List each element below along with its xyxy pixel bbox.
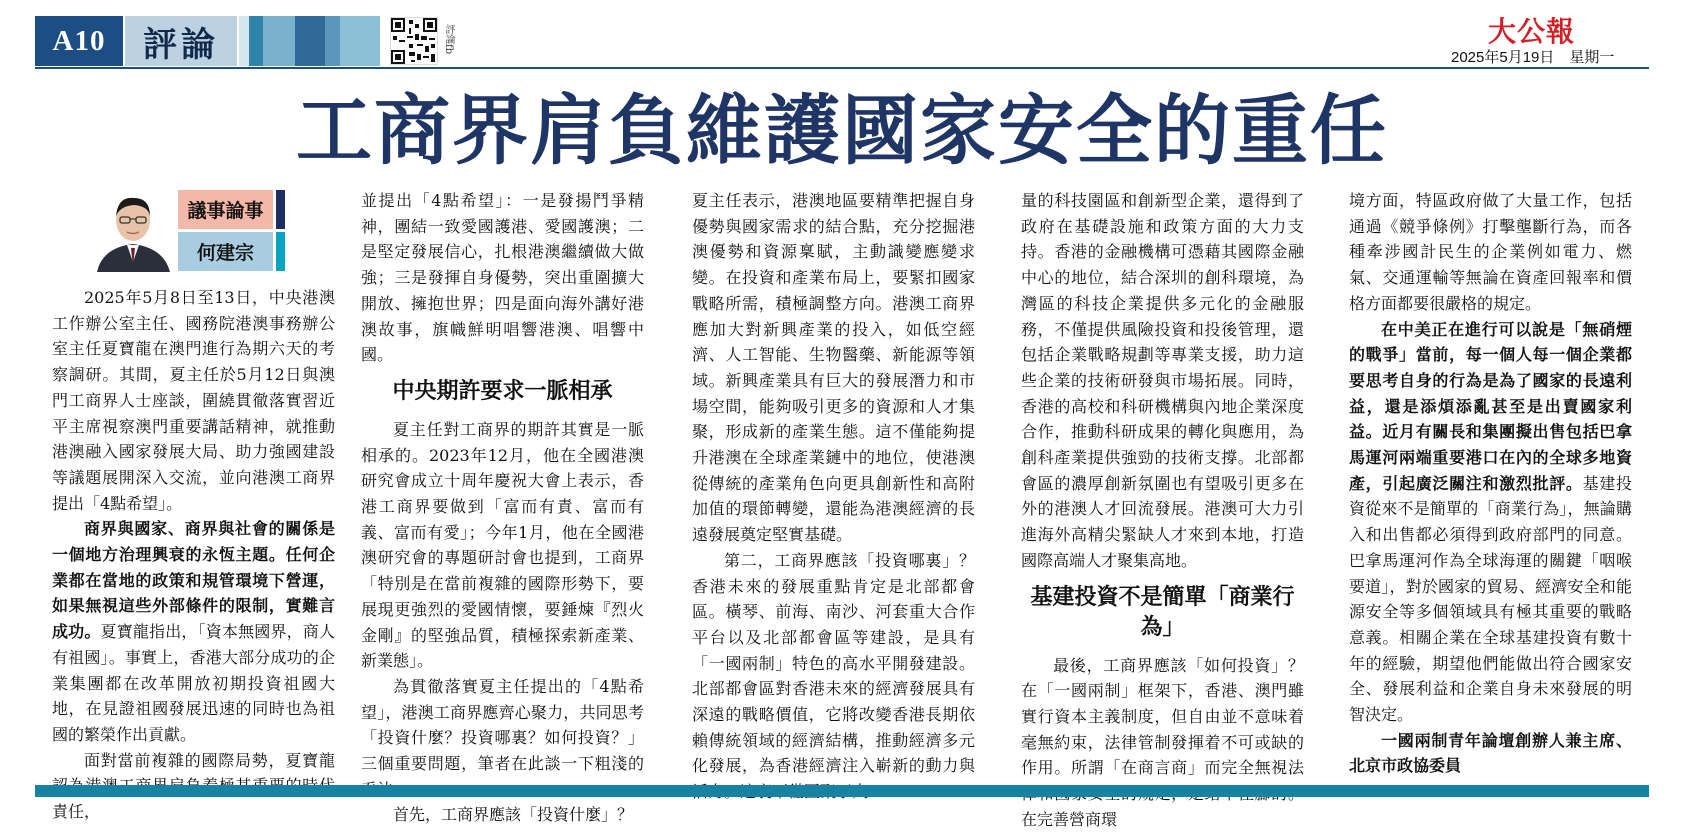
body-text: 夏寶龍指出，「資本無國界，商人有祖國」。事實上，香港大部分成功的企業集團都在改革開放初期投資祖國大地，在見證祖國發展迅速的同時也為祖國的繁榮作出貢獻。	[52, 622, 335, 744]
author-portrait	[92, 190, 175, 272]
article-column-5	[1349, 188, 1632, 779]
subheading: 中央期許要求一脈相承	[392, 377, 613, 404]
paragraph: 並提出「4點希望」：一是發揚鬥爭精神，團結一致愛國護港、愛國護澳；二是堅定發展信心，扎根港澳繼續做大做強；三是發揮自身優勢，突出重圍擴大開放、擁抱世界；四是面向海外講好港澳故事，旗幟鮮明唱響港澳、唱響中國。	[361, 191, 644, 365]
author-name: 何建宗	[178, 232, 273, 271]
header-stripe-2	[249, 16, 263, 66]
header-rule	[35, 67, 1649, 69]
subheading: 基建投資不是簡單「商業行為」	[1030, 583, 1295, 640]
body-text: 基建投資從來不是簡單的「商業行為」，無論購入和出售都必須得到政府部門的同意。巴拿馬運河作為全球海運的關鍵「咽喉要道」，對於國家的貿易、經濟安全和能源安全等多個領域具有極其重要的戰略意義。相關企業在全球基建投資有數十年的經驗，期望他們能做出符合國家安全、發展利益和企業自身未來發展的明智決定。	[1349, 473, 1632, 725]
paragraph: 量的科技園區和創新型企業，還得到了政府在基礎設施和政策方面的大力支持。香港的金融機構可憑藉其國際金融中心的地位，結合深圳的創科環境，為灣區的科技企業提供多元化的金融服務，不僅提供風險投資和投後管理，還包括企業戰略規劃等專業支援，助力這些企業的技術研發與市場拓展。同時，香港的高校和科研機構與內地企業深度合作，推動科研成果的轉化與應用，為創科產業提供強勁的技術支撐。北部都會區的濃厚創新氛圍也有望吸引更多在外的港澳人才回流發展。港澳可大力引進海外高精尖緊缺人才來到本地，打造國際高端人才聚集高地。	[1021, 191, 1304, 570]
paragraph: 第二，工商界應該「投資哪裏」？香港未來的發展重點肯定是北部都會區。橫琴、前海、南沙、河套重大合作平台以及北部都會區等建設，是具有「一國兩制」特色的高水平開發建設。北部都會區對香港未來的經濟發展具有深遠的戰略價值，它將改變香港長期依賴傳統領域的經濟結構，推動經濟多元化發展，為香港經濟注入嶄新的動力與	[692, 550, 975, 776]
qr-code-icon[interactable]	[390, 17, 438, 65]
paragraph: 2025年5月8日至13日，中央港澳工作辦公室主任、國務院港澳事務辦公室主任夏寶龍在澳門進行為期六天的考察調研。其間，夏主任於5月12日與澳門工商界人士座談，圍繞貫徹落實習近平主席視察澳門重要講話精神，就推動港澳融入國家發展大局、助力強國建設等議題展開深入交流，並向港澳工商界提出「4點希望」。	[52, 288, 335, 513]
paragraph: 面對當前複雜的國際局勢，夏寶龍 責任，	[52, 750, 335, 822]
article-column-3	[692, 188, 975, 805]
article-column-4	[1021, 188, 1304, 832]
bold-text: 商界與國家、商界與社會的關係是一個地方治理興衰的永恆主題。任何企業都在當地的政策和規管環境下營運，如果無視這些外部條件的限制，實難言成功。	[52, 519, 335, 642]
author-box	[92, 190, 282, 272]
page-number: A10	[35, 16, 123, 66]
header-stripe-4	[295, 16, 325, 66]
paragraph: 最後，工商界應該「如何投資」？在「一國兩制」框架下，香港、澳門雖實行資本主義制度，但自由並不意味着毫無約束，法律管制發揮着不可或缺的作用。所謂「在商言商」而完全無視法 在完善營商環	[1021, 655, 1304, 829]
paragraph: 為貫徹落實夏主任提出的「4點希望」，港澳工商界應齊心聚力，共同思考「投資什麼？投資哪裏？如何投資？」三個重要問題，筆者在此談一下粗淺的	[361, 676, 644, 774]
article-column-1	[52, 285, 335, 825]
header-stripe-5	[325, 16, 340, 66]
headline: 工商界肩負維護國家安全的重任	[296, 86, 1388, 175]
paragraph: 夏主任表示，港澳地區要精準把握自身優勢與國家需求的結合點，充分挖掘港澳優勢和資源稟賦，主動識變應變求變。在投資和產業布局上，要緊扣國家戰略所需，積極調整方向。港澳工商界應加大對新興產業的投入，如低空經濟、人工智能、生物醫藥、新能源等領域。新興產業具有巨大的發展潛力和市場空間，能夠吸引更多的資源和人才集聚，形成新的產業生態。這不僅能夠提升港澳在全球產業鏈中的地位，使港澳從傳統的產業角色向更具創新性和高附加值的環節轉變，還能為港澳經濟的長遠發展奠定堅實基礎。	[692, 191, 975, 545]
footer-band	[35, 785, 1649, 797]
paragraph: 境方面，特區政府做了大量工作，包括通過《競爭條例》打擊壟斷行為，而各種牽涉國計民生的企業例如電力、燃氣、交通運輸等無論在資產回報率和價格方面都要很嚴格的規定。	[1349, 191, 1632, 313]
qr-label: 評論fb	[443, 24, 454, 55]
author-tag-bar	[276, 232, 285, 271]
header-stripe-3	[263, 16, 295, 66]
issue-date: 2025年5月19日 星期一	[1451, 49, 1615, 66]
paragraph	[1349, 317, 1632, 728]
article-column-2	[361, 188, 644, 828]
header-stripe-1	[239, 16, 249, 66]
author-signature: 一國兩制青年論壇創辦人兼主席、北京市政協委員	[1349, 730, 1632, 776]
newspaper-logo: 大公報	[1488, 15, 1576, 48]
paragraph	[52, 516, 335, 747]
section-title: 評論	[125, 16, 237, 66]
paragraph: 首先，工商界應該「投資什麼」？	[393, 805, 634, 825]
bold-text: 在中美正在進行可以說是「無硝煙的戰爭」當前，每一個人每一個企業都要思考自身的行為是為了國家的長遠利益，還是添煩添亂甚至是出賣國家利益。近月有關長和集團擬出售包括巴拿馬運河兩端重要港口在內的全球多地資產，引起廣泛關注和激烈批評。	[1349, 319, 1632, 493]
paragraph: 夏主任對工商界的期許其實是一脈相承的。2023年12月，他在全國港澳研究會成立十周年慶祝大會上表示，香港工商界要做到「富而有責、富而有義、富而有愛」；今年1月，他在全國港澳研究會的專題研討會也提到，工商界「特別是在當前複雜的國際形勢下，要展現更強烈的愛國情懷，要錘煉『烈火金剛』的堅強品質，積極探索新產業、新業態」。	[361, 419, 644, 671]
column-name: 議事論事	[178, 190, 273, 229]
column-tag-bar	[276, 190, 285, 229]
header-stripe-6	[340, 16, 380, 66]
